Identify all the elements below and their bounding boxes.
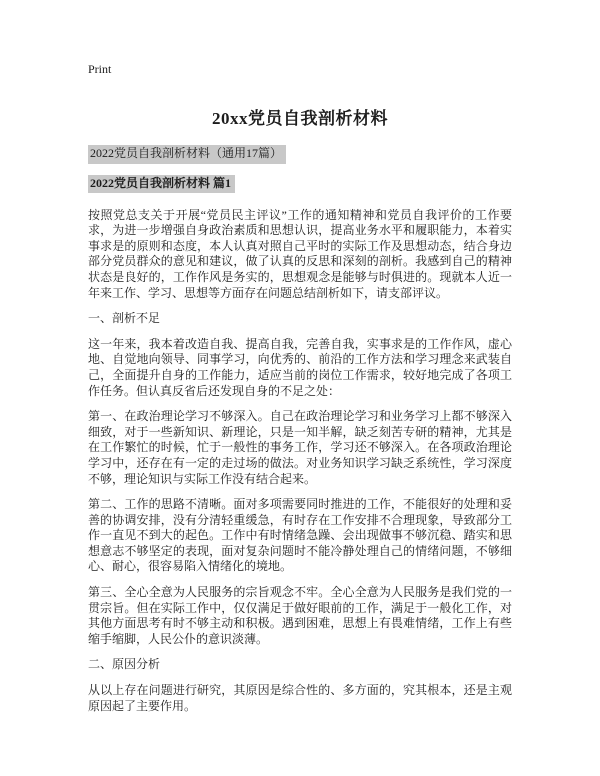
sub-heading: 一、剖析不足 xyxy=(88,311,161,326)
paragraph: 从以上存在问题进行研究，其原因是综合性的、多方面的，究其根本，还是主观原因起了主要作用。 xyxy=(88,683,512,713)
paragraph: 这一年来，我本着改造自我、提高自我，完善自我，实事求是的工作作风，虚心地、自觉地向领导、同事学习，向优秀的、前沿的工作方法和学习理念来武装自己，全面提升自身的工作能力，适应当前的岗位工作需求，较好地完成了各项工作任务。但认真反省后还发现自身的不足之处： xyxy=(88,336,512,398)
document-subtitle: 2022党员自我剖析材料（通用17篇） xyxy=(88,145,286,164)
page-title: 20xx党员自我剖析材料 xyxy=(212,109,388,128)
sub-heading: 二、原因分析 xyxy=(88,657,161,672)
print-button[interactable]: Print xyxy=(88,62,112,76)
paragraph: 按照党总支关于开展“党员民主评议”工作的通知精神和党员自我评价的工作要求，为进一步增强自身政治素质和思想认识，提高业务水平和履职能力，本着实事求是的原则和态度，本人认真对照自己平时的实际工作及思想动态，结合身边部分党员群众的意见和建议，做了认真的反思和深刻的剖析。我感到自己的精神状态是良好的，工作作风是务实的，思想观念是能够与时俱进的。现就本人近一年来工作、学习、思想等方面存在问题总结剖析如下，请支部评议。 xyxy=(88,207,512,300)
paragraph: 第一、在政治理论学习不够深入。自己在政治理论学习和业务学习上都不够深入细致，对于一些新知识、新理论，只是一知半解，缺乏刻苦专研的精神，尤其是在工作繁忙的时候，忙于一般性的事务工作，学习还不够深入。在各项政治理论学习中，还存在有一定的走过场的做法。对业务知识学习缺乏系统性，学习深度不够，理论知识与实际工作没有结合起来。 xyxy=(88,409,512,486)
document-body xyxy=(88,208,512,715)
paragraph: 第三、全心全意为人民服务的宗旨观念不牢。全心全意为人民服务是我们党的一贯宗旨。但在实际工作中，仅仅满足于做好眼前的工作，满足于一般化工作，对其他方面思考有时不够主动和积极。遇到困难，思想上有畏难情绪，工作上有些缩手缩脚，人民公仆的意识淡薄。 xyxy=(88,585,512,646)
section-title: 2022党员自我剖析材料 篇1 xyxy=(88,175,235,194)
paragraph: 第二、工作的思路不清晰。面对多项需要同时推进的工作，不能很好的处理和妥善的协调安排，没有分清轻重缓急，有时存在工作安排不合理现象，导致部分工作一直见不到大的起色。工作中有时情绪急躁、会出现做事不够沉稳、踏实和思想意志不够坚定的表现，面对复杂问题时不能冷静处理自己的情绪问题，不够细心、耐心，很容易陷入情绪化的境地。 xyxy=(88,497,512,574)
section-title-row xyxy=(88,173,512,194)
subtitle-row xyxy=(88,143,512,164)
